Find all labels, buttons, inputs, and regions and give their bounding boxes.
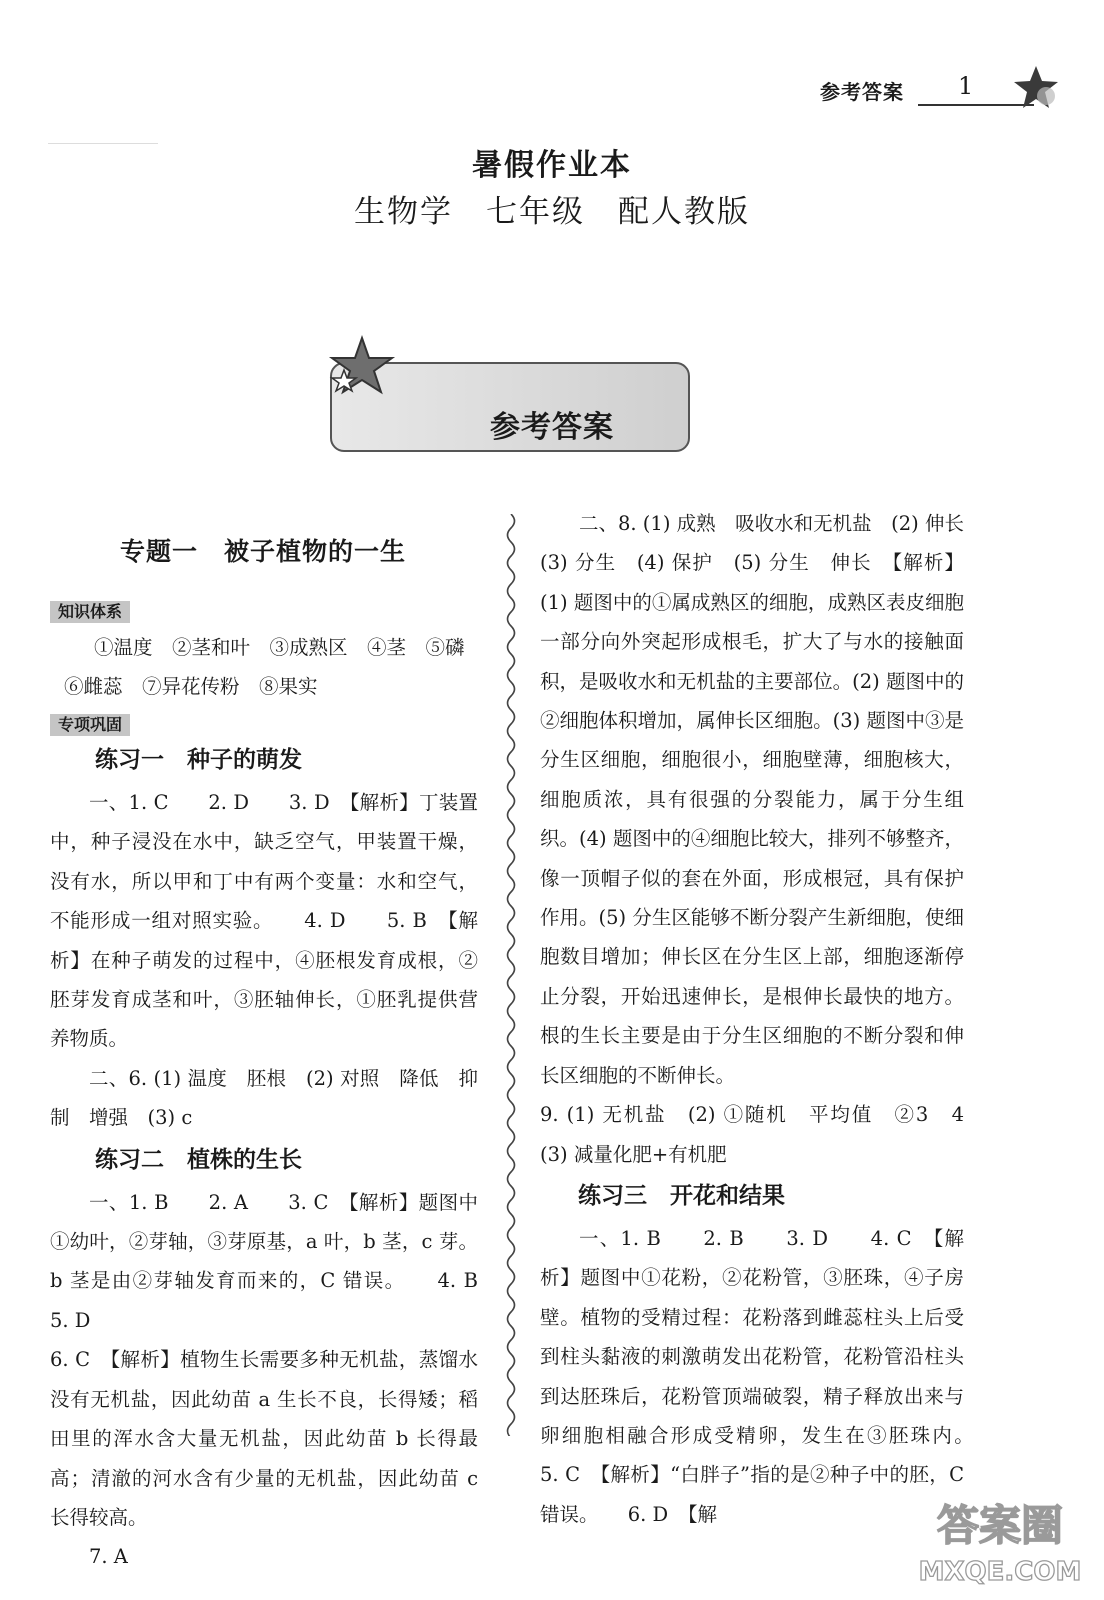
left-column (50, 648, 518, 1577)
exercise-2-part-1: 一、1. B 2. A 3. C 【解析】题图中①幼叶，②芽轴，③芽原基，a 叶，b 茎，c 芽。b 茎是由②芽轴发育而来的，C 错误。 4. B 5. D (50, 1190, 518, 1332)
header-label: 参考答案 (820, 80, 904, 104)
page-number: 1 (958, 72, 974, 100)
exercise-1-part-1: 一、1. C 2. D 3. D 【解析】丁装置中，种子浸没在水中，缺乏空气，甲装置干燥，没有水，所以甲和丁中有两个变量：水和空气，不能形成一组对照实验。 4. D 5. B 【解析】在种子萌发的过程中，④胚根发育成根，②胚芽发育成茎和叶，③胚轴伸长，①胚乳提供营养物质。 (50, 791, 478, 1051)
exercise-2-title: 练习二 植株的生长 (95, 1146, 302, 1173)
svg-text:答案圈: 答案圈 (936, 1501, 1064, 1550)
book-subtitle: 生物学 七年级 配人教版 (354, 194, 750, 230)
svg-text:MXQE.COM: MXQE.COM (918, 1557, 1082, 1587)
exercise-3-part-1: 一、1. B 2. B 3. D 4. C 【解析】题图中①花粉，②花粉管，③胚珠，④子房壁。植物的受精过程：花粉落到雌蕊柱头上后受到柱头黏液的刺激萌发出花粉管，花粉管沿柱头到达胚珠后，花粉管顶端破裂，精子释放出来与卵细胞相融合形成受精卵，发生在③胚珠内。 5. C 【解析】“白胖子”指的是②种子中的胚，C 错误。 6. D 【解 (540, 1226, 1004, 1526)
knowledge-line-1: ①温度 ②茎和叶 ③成熟区 ④茎 ⑤磷 (94, 636, 465, 659)
tag-knowledge-system: 知识体系 (50, 601, 130, 623)
question-9-answer: 9. (1) 无机盐 (2) ①随机 平均值 ②3 4 (3) 减量化肥+有机肥 (540, 1103, 984, 1166)
exercise-2-part-3: 7. A (89, 1545, 128, 1569)
question-8-answer: 二、8. (1) 成熟 吸收水和无机盐 (2) 伸长 (3) 分生 (4) 保护 (5) 分生 伸长 【解析】(1) 题图中的①属成熟区的细胞，成熟区表皮细胞一部分向外突起形成根毛，扩大了与水的接触面积，是吸收水和无机盐的主要部位。(2) 题图中的②细胞体积增加，属伸长区细胞。(3) 题图中③是分生区细胞，细胞很小，细胞壁薄，细胞核大，细胞质浓，具有很强的分裂能力，属于分生组织。(4) 题图中的④细胞比较大，排列不够整齐，像一顶帽子似的套在外面，形成根冠，具有保护作用。(5) 分生区能够不断分裂产生新细胞，使细胞数目增加；伸长区在分生区上部，细胞逐渐停止分裂，开始迅速伸长，是根伸长最快的地方。根的生长主要是由于分生区细胞的不断分裂和伸长区细胞的不断伸长。 (540, 512, 984, 1087)
header-star-icon (1012, 64, 1060, 112)
banner-title: 参考答案 (490, 410, 614, 445)
exercise-2-part-2: 6. C 【解析】植物生长需要多种无机盐，蒸馏水没有无机盐，因此幼苗 a 生长不良，长得矮；稻田里的浑水含大量无机盐，因此幼苗 b 长得最高；清澈的河水含有少量的无机盐，因此幼苗 c 长得较高。 (50, 1348, 478, 1529)
column-divider (500, 514, 522, 1436)
knowledge-line-2: ⑥雌蕊 ⑦异花传粉 ⑧果实 (64, 675, 318, 698)
topic-title: 专题一 被子植物的一生 (120, 537, 407, 566)
exercise-1-title: 练习一 种子的萌发 (95, 747, 302, 773)
tag-consolidation: 专项巩固 (50, 714, 130, 736)
exercise-1-part-2: 二、6. (1) 温度 胚根 (2) 对照 降低 抑制 增强 (3) c (50, 1066, 478, 1130)
right-column (540, 504, 1004, 1534)
exercise-3-title: 练习三 开花和结果 (578, 1182, 785, 1209)
book-title: 暑假作业本 (472, 148, 632, 183)
watermark-logo (905, 1490, 1095, 1590)
